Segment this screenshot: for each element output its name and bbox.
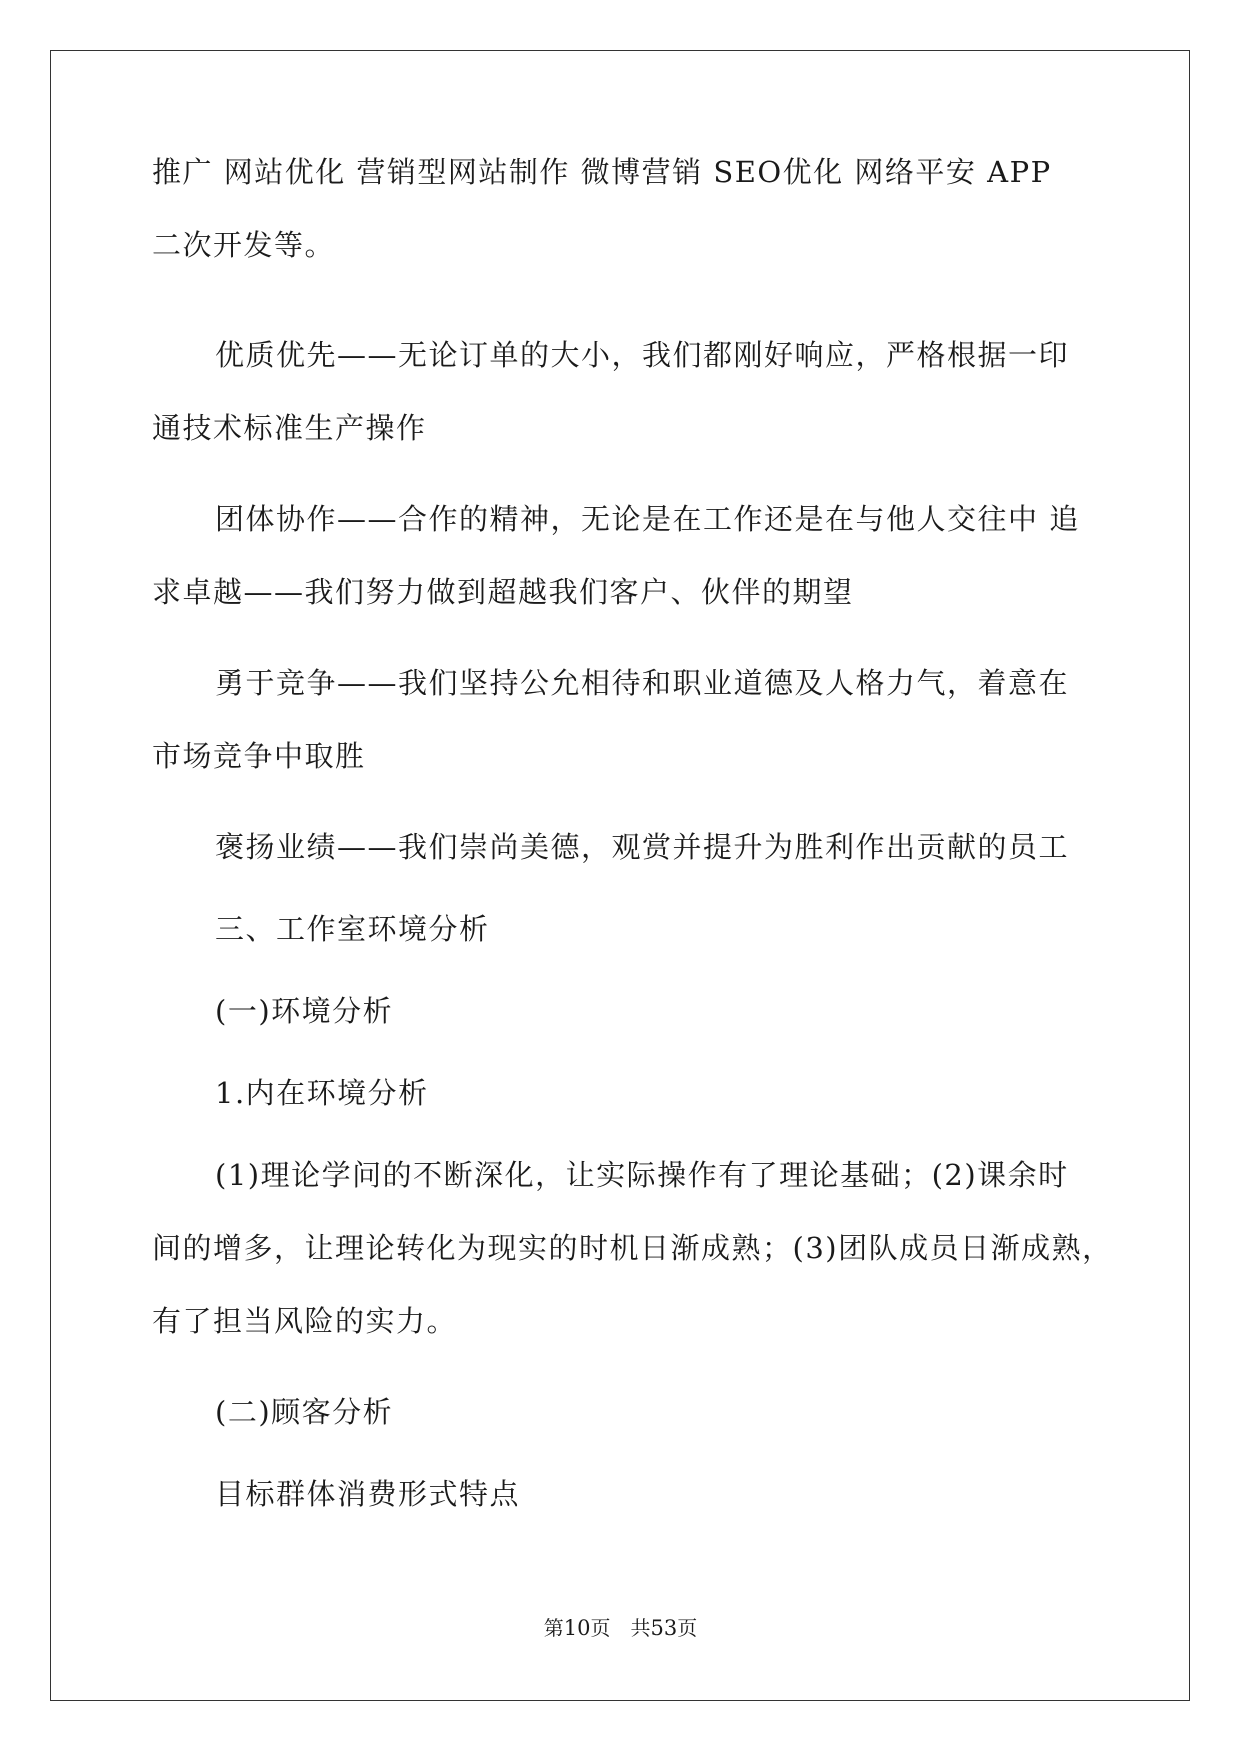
text-line: 目标群体消费形式特点 [215, 1477, 521, 1511]
subsection-heading: 1.内在环境分析 [215, 1076, 429, 1110]
section-heading: 三、工作室环境分析 [215, 912, 490, 946]
footer-suffix: 页 [677, 1616, 698, 1640]
text-line: 褒扬业绩——我们崇尚美德，观赏并提升为胜利作出贡献的员工 [215, 830, 1070, 864]
total-page-number: 53 [650, 1616, 678, 1640]
text-line: 推广 网站优化 营销型网站制作 微博营销 SEO优化 网络平安 APP [152, 155, 1052, 189]
text-line: 市场竞争中取胜 [152, 739, 366, 773]
text-line: 团体协作——合作的精神，无论是在工作还是在与他人交往中 追 [215, 502, 1080, 536]
text-line: 勇于竞争——我们坚持公允相待和职业道德及人格力气，着意在 [215, 666, 1070, 700]
page-frame [50, 50, 1190, 1701]
text-line: 优质优先——无论订单的大小，我们都刚好响应，严格根据一印 [215, 338, 1070, 372]
footer-prefix: 第 [543, 1616, 564, 1640]
page-footer [0, 1612, 1241, 1641]
text-line: 求卓越——我们努力做到超越我们客户、伙伴的期望 [152, 575, 854, 609]
text-line: (1)理论学问的不断深化，让实际操作有了理论基础；(2)课余时 [215, 1158, 1069, 1192]
text-line: 通技术标准生产操作 [152, 411, 427, 445]
text-line: 有了担当风险的实力。 [152, 1304, 458, 1338]
text-line: 二次开发等。 [152, 228, 336, 262]
subsection-heading: (二)顾客分析 [215, 1395, 394, 1429]
footer-mid: 页 共 [590, 1616, 651, 1640]
text-line: 间的增多，让理论转化为现实的时机日渐成熟；(3)团队成员日渐成熟， [152, 1231, 1113, 1265]
current-page-number: 10 [563, 1616, 591, 1640]
subsection-heading: (一)环境分析 [215, 994, 394, 1028]
